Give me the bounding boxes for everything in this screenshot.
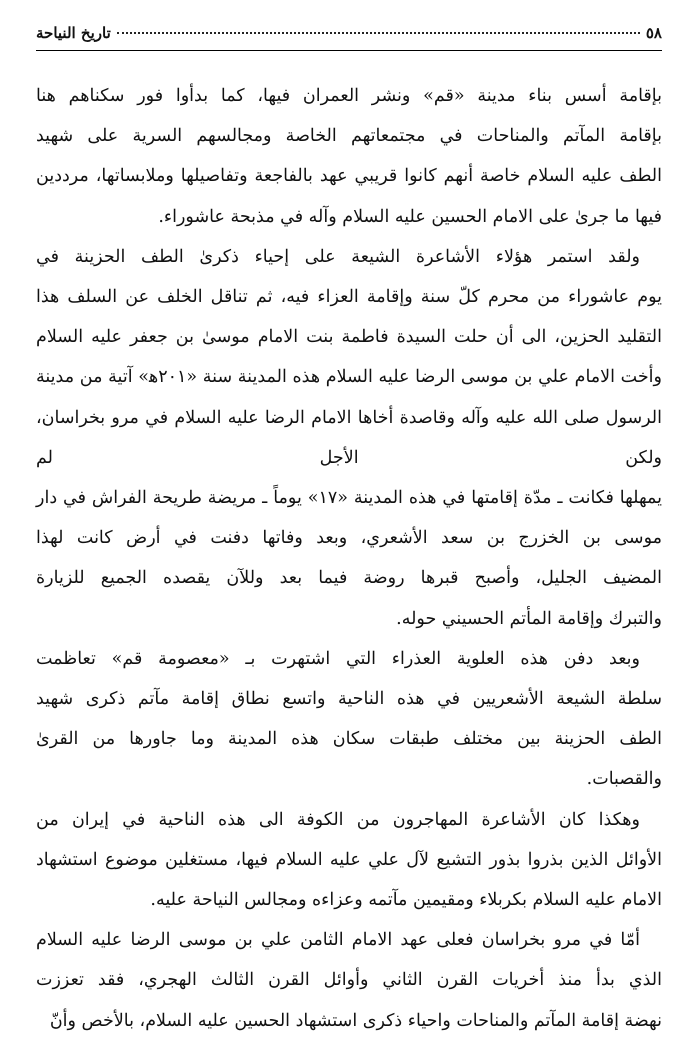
page-body: [36, 76, 662, 1041]
text-line: بإقامة المآتم والمناحات في مجتمعاتهم الخاصة ومجالسهم السرية على شهيد: [36, 126, 662, 147]
text-line: يوم عاشوراء من محرم كلّ سنة وإقامة العزاء فيه، ثم تناقل الخلف عن السلف هذا: [36, 287, 662, 308]
page-number: ٥٨: [645, 24, 662, 42]
text-line: الذي بدأ منذ أخريات القرن الثاني وأوائل القرن الثالث الهجري، فقد تعززت: [36, 970, 662, 991]
text-line: وهكذا كان الأشاعرة المهاجرون من الكوفة الى هذه الناحية في إيران من: [36, 809, 640, 830]
text-line: الرسول صلى الله عليه وآله وقاصدة أخاها الامام الرضا عليه السلام في مرو بخراسان، ولكن الأجل لم: [36, 407, 662, 468]
text-line: الطف عليه السلام خاصة أنهم كانوا قريبي عهد بالفاجعة وتفاصيلها وملابساتها، مرددين: [36, 166, 662, 187]
text-line: نهضة إقامة المآتم والمناحات واحياء ذكرى استشهاد الحسين عليه السلام، بالأخص وأنّ: [49, 1010, 662, 1031]
text-line: موسى بن الخزرج بن سعد الأشعري، وبعد وفاتها دفنت في أرض كانت لهذا: [36, 528, 662, 549]
text-line: سلطة الشيعة الأشعريين في هذه الناحية واتسع نطاق إقامة مآتم ذكرى شهيد: [36, 689, 662, 710]
text-line: الامام عليه السلام بكربلاء ومقيمين مآتمه وعزاءه ومجالس النياحة عليه.: [150, 890, 662, 911]
text-line: أمّا في مرو بخراسان فعلى عهد الامام الثامن علي بن موسى الرضا عليه السلام: [36, 930, 640, 951]
text-line: المضيف الجليل، وأصبح قبرها روضة فيما بعد وللآن يقصده الجميع للزيارة: [36, 568, 662, 589]
page-header: [36, 24, 662, 48]
paragraph: [36, 920, 662, 1041]
paragraph: [36, 237, 662, 639]
text-line: الأوائل الذين بذروا بذور التشيع لآل علي عليه السلام فيها، مستغلين موضوع استشهاد: [36, 849, 662, 870]
text-line: وأخت الامام علي بن موسى الرضا عليه السلام هذه المدينة سنة «٢٠١ه‍» آتية من مدينة: [36, 367, 662, 388]
paragraph: [36, 76, 662, 237]
text-line: يمهلها فكانت ـ مدّة إقامتها في هذه المدينة «١٧» يوماً ـ مريضة طريحة الفراش في دار: [36, 488, 663, 509]
text-line: الطف الحزينة بين مختلف طبقات سكان هذه المدينة وما جاورها من القرىٰ: [36, 729, 662, 750]
text-line: والتبرك وإقامة المأتم الحسيني حوله.: [396, 608, 662, 629]
text-line: التقليد الحزين، الى أن حلت السيدة فاطمة بنت الامام موسىٰ بن جعفر عليه السلام: [36, 327, 662, 348]
running-title: تاريخ النياحة: [36, 24, 111, 42]
header-dot-leader: [117, 32, 640, 34]
paragraph: [36, 800, 662, 921]
text-line: فيها ما جرىٰ على الامام الحسين عليه السلام وآله في مذبحة عاشوراء.: [158, 206, 662, 227]
text-line: وبعد دفن هذه العلوية العذراء التي اشتهرت بـ «معصومة قم» تعاظمت: [36, 648, 640, 669]
header-rule: [36, 50, 662, 51]
text-line: والقصبات.: [586, 769, 662, 790]
text-line: ولقد استمر هؤلاء الأشاعرة الشيعة على إحياء ذكرىٰ الطف الحزينة في: [36, 246, 640, 267]
book-page: [36, 24, 663, 1031]
text-line: بإقامة أسس بناء مدينة «قم» ونشر العمران فيها، كما بدأوا فور سكناهم هنا: [36, 86, 662, 106]
paragraph: [36, 639, 662, 800]
